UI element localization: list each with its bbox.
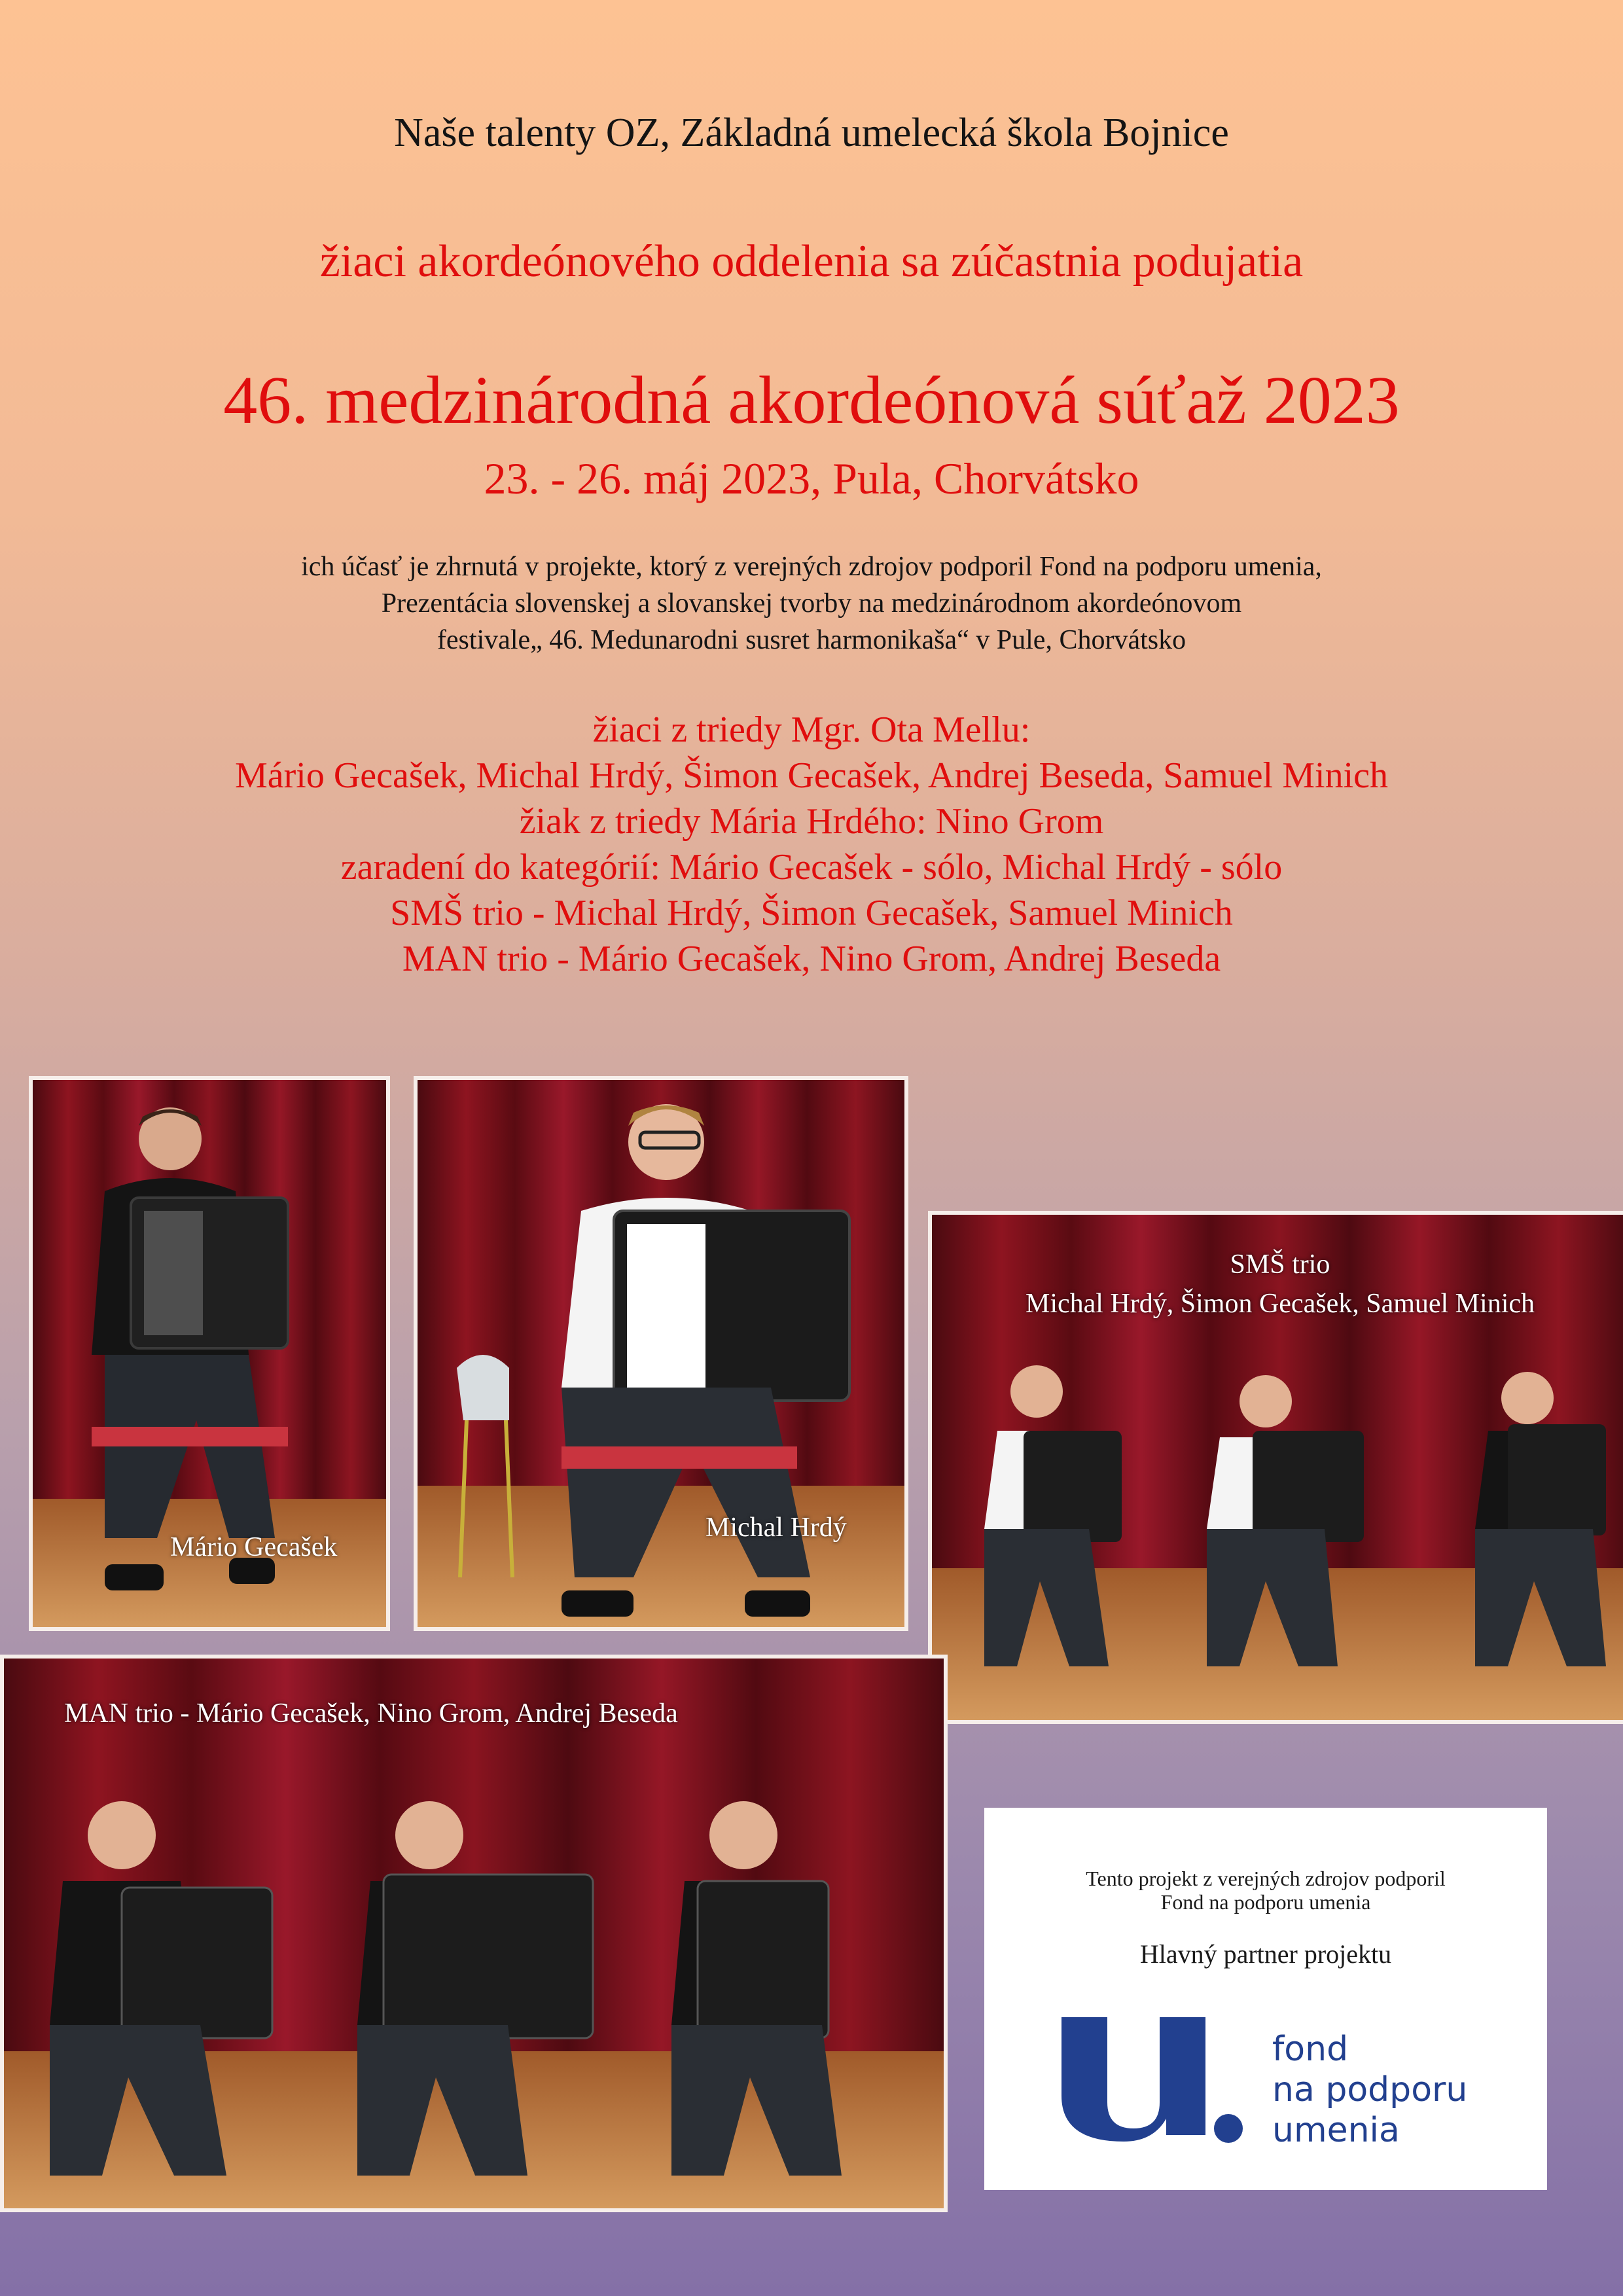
logo-line: fond (1272, 2030, 1349, 2069)
stage-photo-graphic (418, 1080, 904, 1627)
fpu-logo-text (1272, 2029, 1467, 2151)
photo-mario-gecasek (29, 1076, 390, 1631)
sponsor-statement (984, 1867, 1547, 1914)
logo-line: umenia (1272, 2111, 1400, 2150)
photo-caption: Michal Hrdý (705, 1513, 847, 1543)
description-line: Prezentácia slovenskej a slovanskej tvorby na medzinárodnom akordeónovom (381, 588, 1242, 619)
participants-line: MAN trio - Mário Gecašek, Nino Grom, Andrej Beseda (402, 939, 1221, 979)
sponsor-line: Fond na podporu umenia (1160, 1890, 1371, 1914)
main-partner-label: Hlavný partner projektu (1139, 1939, 1392, 1969)
sponsor-line: Tento projekt z verejných zdrojov podporil (1086, 1867, 1446, 1890)
event-dates: 23. - 26. máj 2023, Pula, Chorvátsko (484, 454, 1139, 503)
participants-line: zaradení do kategórií: Mário Gecašek - sólo, Michal Hrdý - sólo (340, 847, 1283, 888)
logo-line: na podporu (1272, 2070, 1468, 2109)
participants-line: žiak z triedy Mária Hrdého: Nino Grom (519, 801, 1104, 842)
sponsor-box (984, 1808, 1547, 2190)
participants-list (0, 707, 1623, 982)
photo-caption-title: SMŠ trio (1230, 1249, 1330, 1280)
description-line: festivale„ 46. Medunarodni susret harmonikaša“ v Pule, Chorvátsko (437, 625, 1186, 655)
photo-michal-hrdy (414, 1076, 908, 1631)
participants-line: žiaci z triedy Mgr. Ota Mellu: (592, 709, 1031, 750)
photo-sms-trio (928, 1211, 1623, 1724)
organization-line: Naše talenty OZ, Základná umelecká škola Bojnice (394, 111, 1229, 155)
participants-line: SMŠ trio - Michal Hrdý, Šimon Gecašek, Samuel Minich (390, 893, 1233, 933)
stage-photo-graphic (4, 1659, 944, 2208)
photo-caption-names: Michal Hrdý, Šimon Gecašek, Samuel Minich (1025, 1289, 1535, 1319)
participants-line: Mário Gecašek, Michal Hrdý, Šimon Gecašek, Andrej Beseda, Samuel Minich (234, 755, 1388, 796)
photo-man-trio (0, 1655, 948, 2212)
description-line: ich účasť je zhrnutá v projekte, ktorý z verejných zdrojov podporil Fond na podporu umenia, (301, 552, 1322, 582)
photo-caption: Mário Gecašek (170, 1532, 338, 1562)
subtitle: žiaci akordeónového oddelenia sa zúčastnia podujatia (319, 236, 1304, 287)
event-title: 46. medzinárodná akordeónová súťaž 2023 (223, 363, 1400, 438)
photo-caption: MAN trio - Mário Gecašek, Nino Grom, Andrej Beseda (64, 1698, 678, 1729)
project-description (0, 548, 1623, 658)
fpu-logo-mark-icon (1048, 2004, 1245, 2155)
